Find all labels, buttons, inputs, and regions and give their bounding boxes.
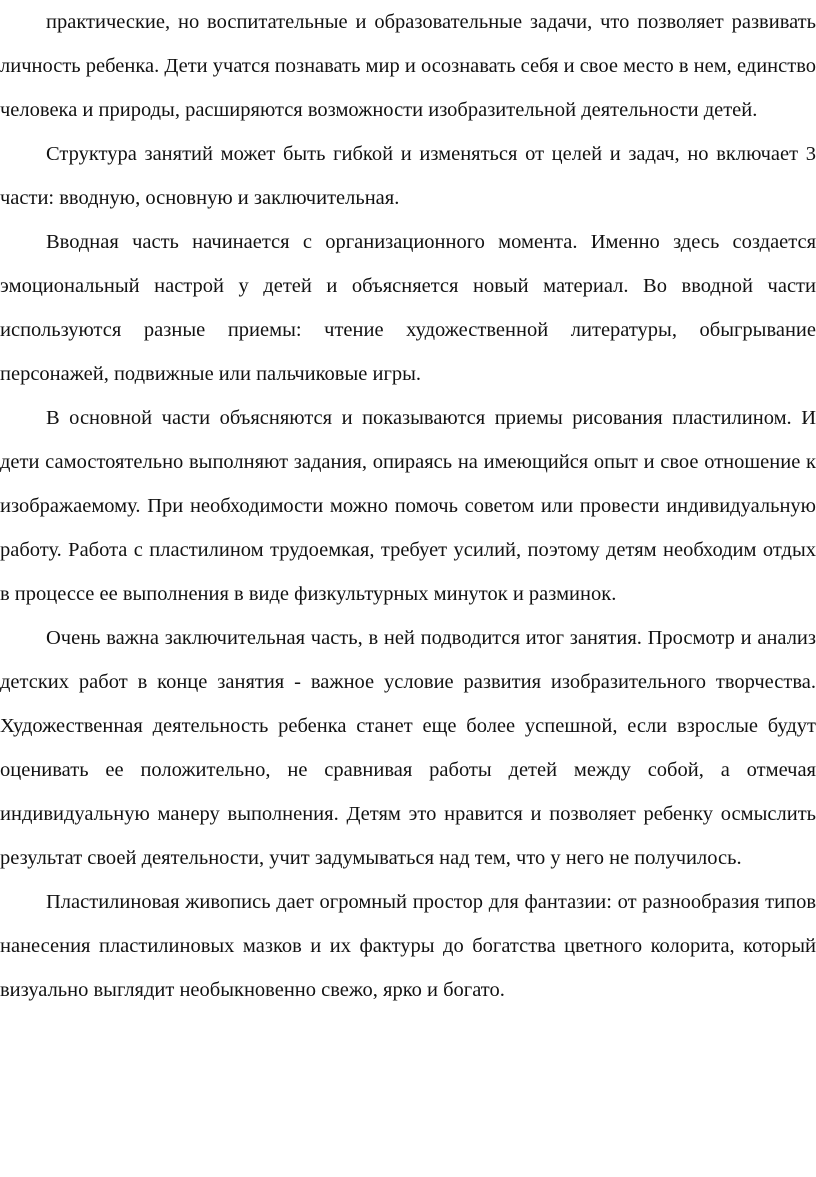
paragraph-1: практические, но воспитательные и образовательные задачи, что позволяет развивать личность ребенка. Дети учатся познавать мир и осознавать себя и свое место в нем, единство человека и природы, расширяются возможности изобразительной деятельности детей. [0,11,816,121]
paragraph-6: Пластилиновая живопись дает огромный простор для фантазии: от разнообразия типов нанесения пластилиновых мазков и их фактуры до богатства цветного колорита, который визуально выглядит необыкновенно свежо, ярко и богато. [0,891,816,1001]
paragraph-4: В основной части объясняются и показываются приемы рисования пластилином. И дети самостоятельно выполняют задания, опираясь на имеющийся опыт и свое отношение к изображаемому. При необходимости можно помочь советом или провести индивидуальную работу. Работа с пластилином трудоемкая, требует усилий, поэтому детям необходим отдых в процессе ее выполнения в виде физкультурных минуток и разминок. [0,407,816,605]
paragraph-2: Структура занятий может быть гибкой и изменяться от целей и задач, но включает 3 части: вводную, основную и заключительная. [0,143,816,209]
paragraph-3: Вводная часть начинается с организационного момента. Именно здесь создается эмоциональный настрой у детей и объясняется новый материал. Во вводной части используются разные приемы: чтение художественной литературы, обыгрывание персонажей, подвижные или пальчиковые игры. [0,231,816,385]
paragraph-5: Очень важна заключительная часть, в ней подводится итог занятия. Просмотр и анализ детских работ в конце занятия - важное условие развития изобразительного творчества. Художественная деятельность ребенка станет еще более успешной, если взрослые будут оценивать ее положительно, не сравнивая работы детей между собой, а отмечая индивидуальную манеру выполнения. Детям это нравится и позволяет ребенку осмыслить результат своей деятельности, учит задумываться над тем, что у него не получилось. [0,627,816,869]
